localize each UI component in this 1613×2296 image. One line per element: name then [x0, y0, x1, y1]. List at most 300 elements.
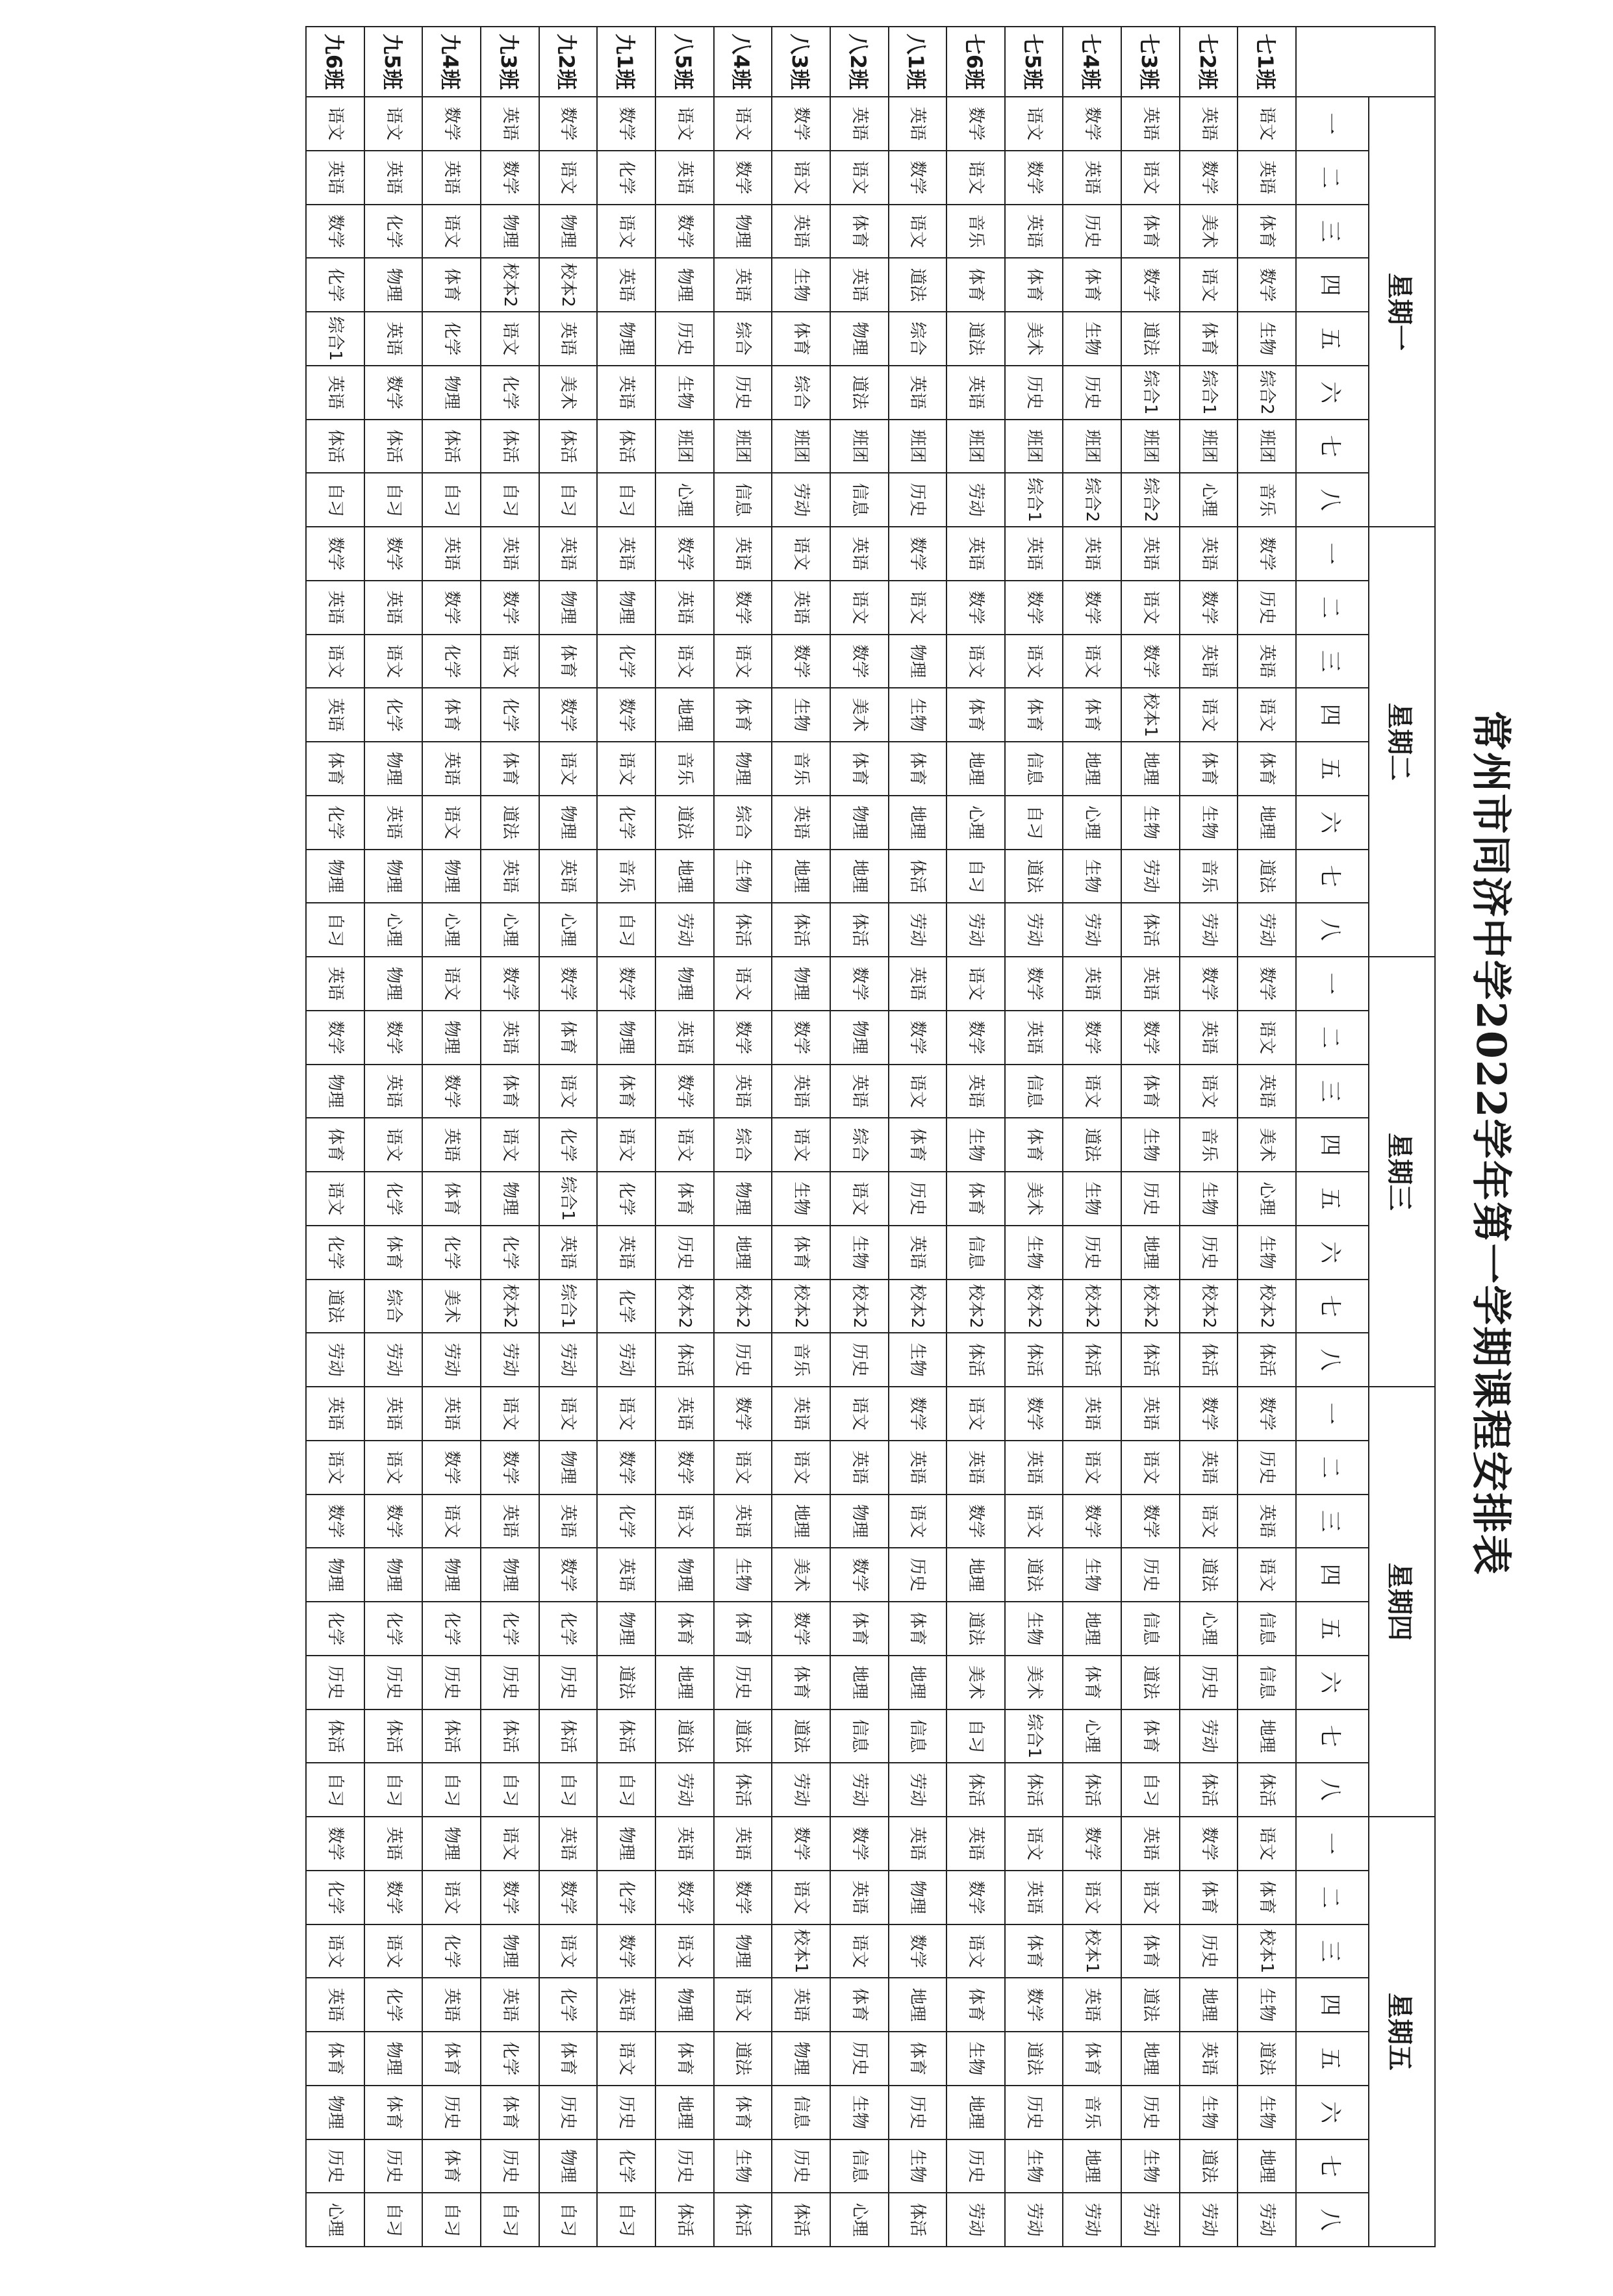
subject-label: 地理	[849, 859, 869, 893]
schedule-cell	[422, 903, 481, 957]
schedule-cell	[714, 312, 772, 366]
subject-label: 化学	[442, 1611, 462, 1646]
subject-label: 道法	[616, 1665, 637, 1700]
subject-label: 数学	[325, 1826, 345, 1861]
subject-label: 英语	[849, 1880, 869, 1915]
schedule-cell	[889, 635, 947, 688]
subject-label: 心理	[1199, 1611, 1219, 1646]
subject-label: 化学	[442, 1235, 462, 1270]
schedule-cell	[772, 742, 830, 796]
subject-label: 数学	[1199, 160, 1219, 195]
schedule-cell	[306, 1495, 364, 1548]
schedule-cell	[1180, 742, 1238, 796]
schedule-cell	[1005, 1871, 1063, 1924]
class-row	[1005, 27, 1063, 2247]
period-header: 七	[1296, 2139, 1369, 2193]
schedule-cell	[1238, 688, 1296, 742]
schedule-cell	[889, 1011, 947, 1065]
schedule-cell	[1180, 957, 1238, 1011]
schedule-cell	[364, 796, 423, 850]
schedule-cell	[422, 1226, 481, 1280]
class-row	[1121, 27, 1180, 2247]
subject-label: 物理	[733, 1181, 753, 1216]
schedule-cell	[655, 635, 714, 688]
subject-label: 综合1	[1140, 370, 1160, 415]
period-header: 二	[1296, 1871, 1369, 1924]
schedule-cell	[889, 688, 947, 742]
subject-label: 化学	[616, 1181, 637, 1216]
schedule-cell	[1180, 366, 1238, 420]
subject-label: 道法	[1024, 2041, 1044, 2076]
subject-label: 自习	[616, 913, 637, 947]
schedule-cell	[539, 312, 598, 366]
subject-label: 综合	[383, 1289, 403, 1323]
subject-label: 语文	[1082, 1450, 1102, 1485]
subject-label: 英语	[558, 536, 578, 571]
schedule-cell	[364, 742, 423, 796]
subject-label: 校本2	[849, 1283, 869, 1329]
subject-label: 语文	[1257, 1826, 1277, 1861]
schedule-cell	[714, 1226, 772, 1280]
subject-label: 自习	[383, 483, 403, 517]
schedule-cell	[714, 1817, 772, 1871]
schedule-cell	[364, 903, 423, 957]
schedule-cell	[597, 1280, 655, 1333]
schedule-cell	[597, 1656, 655, 1709]
subject-label: 历史	[733, 375, 753, 410]
subject-label: 数学	[791, 1611, 811, 1646]
subject-label: 数学	[733, 1020, 753, 1055]
subject-label: 体育	[674, 1181, 694, 1216]
schedule-cell	[946, 151, 1005, 205]
schedule-cell	[1005, 1011, 1063, 1065]
schedule-cell	[422, 366, 481, 420]
schedule-cell	[1121, 97, 1180, 151]
subject-label: 英语	[1024, 536, 1044, 571]
schedule-cell	[597, 796, 655, 850]
schedule-cell	[481, 1978, 539, 2032]
schedule-cell	[422, 1495, 481, 1548]
subject-label: 道法	[965, 1611, 985, 1646]
subject-label: 数学	[674, 1880, 694, 1915]
schedule-cell	[772, 1709, 830, 1763]
schedule-cell	[364, 366, 423, 420]
schedule-cell	[539, 151, 598, 205]
schedule-cell	[1180, 1602, 1238, 1656]
schedule-cell	[1180, 1656, 1238, 1709]
schedule-cell	[597, 1387, 655, 1441]
schedule-cell	[306, 205, 364, 259]
subject-label: 英语	[674, 1396, 694, 1431]
schedule-cell	[539, 688, 598, 742]
subject-label: 物理	[733, 751, 753, 786]
subject-label: 体育	[1082, 698, 1102, 732]
schedule-cell	[889, 2086, 947, 2139]
subject-label: 英语	[849, 268, 869, 302]
schedule-cell	[772, 2193, 830, 2247]
subject-label: 化学	[500, 698, 520, 732]
subject-label: 数学	[442, 590, 462, 625]
schedule-cell	[597, 2139, 655, 2193]
subject-label: 体活	[965, 1772, 985, 1807]
subject-label: 生物	[1257, 1235, 1277, 1270]
subject-label: 生物	[849, 1235, 869, 1270]
schedule-cell	[597, 1011, 655, 1065]
schedule-cell	[597, 1172, 655, 1226]
schedule-cell	[1005, 2139, 1063, 2193]
subject-label: 语文	[1082, 644, 1102, 678]
schedule-cell	[946, 850, 1005, 903]
schedule-cell	[481, 205, 539, 259]
schedule-cell	[772, 1280, 830, 1333]
schedule-cell	[481, 473, 539, 527]
schedule-cell	[830, 1602, 889, 1656]
schedule-cell	[1180, 1495, 1238, 1548]
subject-label: 英语	[616, 1235, 637, 1270]
schedule-cell	[1238, 1763, 1296, 1817]
schedule-cell	[422, 1172, 481, 1226]
schedule-cell	[946, 903, 1005, 957]
subject-label: 地理	[791, 1504, 811, 1538]
subject-label: 英语	[1199, 536, 1219, 571]
subject-label: 校本1	[1082, 1928, 1102, 1974]
subject-label: 英语	[1140, 1826, 1160, 1861]
subject-label: 语文	[500, 322, 520, 356]
subject-label: 英语	[442, 160, 462, 195]
schedule-cell	[1063, 1441, 1121, 1495]
schedule-cell	[1121, 2193, 1180, 2247]
subject-label: 道法	[908, 268, 928, 302]
schedule-cell	[1238, 2086, 1296, 2139]
schedule-cell	[481, 258, 539, 312]
subject-label: 道法	[1140, 1665, 1160, 1700]
schedule-cell	[946, 2032, 1005, 2086]
schedule-cell	[1238, 1656, 1296, 1709]
schedule-cell	[481, 1333, 539, 1387]
subject-label: 地理	[965, 1558, 985, 1592]
period-header: 二	[1296, 1011, 1369, 1065]
schedule-cell	[481, 1602, 539, 1656]
subject-label: 物理	[733, 1934, 753, 1968]
schedule-cell	[830, 205, 889, 259]
subject-label: 信息	[1140, 1611, 1160, 1646]
subject-label: 美术	[965, 1665, 985, 1700]
subject-label: 历史	[674, 322, 694, 356]
subject-label: 自习	[558, 483, 578, 517]
subject-label: 语文	[442, 1880, 462, 1915]
subject-label: 数学	[1199, 1396, 1219, 1431]
subject-label: 英语	[442, 1396, 462, 1431]
subject-label: 生物	[1257, 2095, 1277, 2130]
subject-label: 生物	[1024, 2149, 1044, 2183]
subject-label: 历史	[442, 2095, 462, 2130]
subject-label: 语文	[1082, 1074, 1102, 1108]
schedule-cell	[422, 1280, 481, 1333]
schedule-cell	[714, 1495, 772, 1548]
schedule-cell	[597, 151, 655, 205]
subject-label: 数学	[558, 107, 578, 141]
schedule-cell	[889, 527, 947, 581]
subject-label: 体活	[616, 429, 637, 463]
schedule-cell	[481, 2086, 539, 2139]
subject-label: 体育	[500, 2095, 520, 2130]
subject-label: 历史	[1199, 1665, 1219, 1700]
schedule-cell	[889, 312, 947, 366]
subject-label: 历史	[500, 1665, 520, 1700]
subject-label: 物理	[908, 1880, 928, 1915]
schedule-cell	[481, 1441, 539, 1495]
period-header: 五	[1296, 1602, 1369, 1656]
schedule-cell	[946, 1763, 1005, 1817]
schedule-cell	[889, 581, 947, 635]
schedule-cell	[830, 527, 889, 581]
subject-label: 英语	[442, 536, 462, 571]
subject-label: 化学	[616, 2149, 637, 2183]
subject-label: 地理	[965, 751, 985, 786]
schedule-cell	[481, 527, 539, 581]
subject-label: 体育	[733, 698, 753, 732]
subject-label: 物理	[558, 590, 578, 625]
schedule-cell	[946, 1280, 1005, 1333]
subject-label: 语文	[849, 1396, 869, 1431]
schedule-cell	[539, 258, 598, 312]
schedule-cell	[539, 1387, 598, 1441]
subject-label: 校本2	[908, 1283, 928, 1329]
schedule-cell	[889, 1924, 947, 1978]
schedule-cell	[422, 1871, 481, 1924]
subject-label: 英语	[1257, 1074, 1277, 1108]
subject-label: 体育	[1199, 322, 1219, 356]
subject-label: 历史	[849, 2041, 869, 2076]
schedule-cell	[1180, 258, 1238, 312]
subject-label: 历史	[733, 1343, 753, 1377]
schedule-cell	[539, 527, 598, 581]
schedule-cell	[1063, 1280, 1121, 1333]
schedule-cell	[364, 1924, 423, 1978]
schedule-cell	[946, 1333, 1005, 1387]
schedule-cell	[772, 1495, 830, 1548]
subject-label: 数学	[1082, 107, 1102, 141]
subject-label: 英语	[674, 1826, 694, 1861]
schedule-cell	[1063, 1924, 1121, 1978]
schedule-cell	[364, 1065, 423, 1118]
subject-label: 体活	[733, 913, 753, 947]
schedule-cell	[889, 473, 947, 527]
subject-label: 语文	[791, 1880, 811, 1915]
subject-label: 综合	[733, 805, 753, 840]
schedule-cell	[946, 1602, 1005, 1656]
schedule-cell	[1063, 1548, 1121, 1602]
subject-label: 英语	[500, 107, 520, 141]
subject-label: 数学	[1199, 590, 1219, 625]
schedule-cell	[481, 312, 539, 366]
subject-label: 语文	[849, 1181, 869, 1216]
subject-label: 综合1	[1024, 477, 1044, 522]
subject-label: 道法	[1257, 859, 1277, 893]
subject-label: 信息	[849, 483, 869, 517]
subject-label: 英语	[1199, 1020, 1219, 1055]
subject-label: 英语	[1024, 1450, 1044, 1485]
schedule-cell	[1063, 1817, 1121, 1871]
schedule-cell	[946, 957, 1005, 1011]
subject-label: 数学	[908, 536, 928, 571]
subject-label: 物理	[325, 2095, 345, 2130]
subject-label: 音乐	[1199, 1128, 1219, 1162]
schedule-cell	[889, 1172, 947, 1226]
schedule-cell	[306, 2193, 364, 2247]
subject-label: 音乐	[791, 1343, 811, 1377]
schedule-cell	[1063, 151, 1121, 205]
subject-label: 英语	[325, 966, 345, 1001]
subject-label: 物理	[383, 1558, 403, 1592]
schedule-cell	[772, 1387, 830, 1441]
schedule-cell	[422, 1387, 481, 1441]
schedule-cell	[772, 1226, 830, 1280]
schedule-cell	[597, 97, 655, 151]
schedule-cell	[1063, 1065, 1121, 1118]
subject-label: 体育	[325, 751, 345, 786]
schedule-cell	[1180, 1172, 1238, 1226]
schedule-cell	[422, 2139, 481, 2193]
schedule-cell	[1121, 2032, 1180, 2086]
subject-label: 道法	[1257, 2041, 1277, 2076]
period-header: 八	[1296, 903, 1369, 957]
period-header: 五	[1296, 312, 1369, 366]
subject-label: 体活	[791, 913, 811, 947]
period-header: 一	[1296, 97, 1369, 151]
schedule-cell	[1063, 1226, 1121, 1280]
period-header: 八	[1296, 1763, 1369, 1817]
schedule-cell	[1121, 1656, 1180, 1709]
schedule-cell	[364, 97, 423, 151]
subject-label: 校本1	[791, 1928, 811, 1974]
schedule-cell	[1005, 1333, 1063, 1387]
schedule-cell	[597, 1441, 655, 1495]
subject-label: 班团	[1024, 429, 1044, 463]
schedule-cell	[306, 1011, 364, 1065]
subject-label: 数学	[674, 214, 694, 248]
subject-label: 劳动	[1257, 2202, 1277, 2237]
schedule-cell	[1121, 151, 1180, 205]
subject-label: 语文	[849, 1934, 869, 1968]
schedule-cell	[539, 957, 598, 1011]
schedule-cell	[306, 1387, 364, 1441]
schedule-cell	[772, 2086, 830, 2139]
schedule-cell	[481, 2193, 539, 2247]
subject-label: 地理	[1082, 1611, 1102, 1646]
schedule-cell	[830, 1280, 889, 1333]
subject-label: 道法	[1140, 322, 1160, 356]
schedule-cell	[1121, 1871, 1180, 1924]
subject-label: 音乐	[791, 751, 811, 786]
subject-label: 自习	[558, 2202, 578, 2237]
schedule-cell	[1121, 258, 1180, 312]
subject-label: 地理	[674, 2095, 694, 2130]
subject-label: 英语	[616, 536, 637, 571]
subject-label: 英语	[383, 160, 403, 195]
subject-label: 数学	[1082, 590, 1102, 625]
schedule-cell	[655, 151, 714, 205]
schedule-cell	[1063, 1602, 1121, 1656]
day-header: 星期三	[1369, 957, 1435, 1387]
subject-label: 语文	[733, 1987, 753, 2022]
schedule-cell	[539, 1656, 598, 1709]
subject-label: 自习	[500, 2202, 520, 2237]
schedule-cell	[946, 1924, 1005, 1978]
subject-label: 化学	[616, 1504, 637, 1538]
subject-label: 地理	[791, 859, 811, 893]
schedule-cell	[1063, 850, 1121, 903]
schedule-cell	[1063, 1763, 1121, 1817]
schedule-cell	[422, 1065, 481, 1118]
schedule-cell	[1063, 742, 1121, 796]
subject-label: 英语	[908, 375, 928, 410]
schedule-cell	[1121, 581, 1180, 635]
schedule-cell	[306, 1978, 364, 2032]
schedule-cell	[1121, 1280, 1180, 1333]
schedule-cell	[772, 1978, 830, 2032]
schedule-cell	[422, 2032, 481, 2086]
subject-label: 劳动	[1199, 913, 1219, 947]
schedule-cell	[1238, 903, 1296, 957]
schedule-cell	[597, 1333, 655, 1387]
subject-label: 英语	[616, 268, 637, 302]
schedule-cell	[889, 1602, 947, 1656]
schedule-cell	[481, 742, 539, 796]
schedule-cell	[772, 581, 830, 635]
subject-label: 语文	[442, 966, 462, 1001]
schedule-cell	[481, 1387, 539, 1441]
subject-label: 数学	[558, 698, 578, 732]
day-header: 星期四	[1369, 1387, 1435, 1817]
schedule-cell	[714, 420, 772, 473]
subject-label: 地理	[908, 1665, 928, 1700]
subject-label: 自习	[325, 1772, 345, 1807]
subject-label: 历史	[908, 2095, 928, 2130]
subject-label: 体育	[558, 1020, 578, 1055]
schedule-cell	[481, 97, 539, 151]
schedule-cell	[1121, 1011, 1180, 1065]
subject-label: 化学	[325, 1235, 345, 1270]
subject-label: 信息	[1257, 1665, 1277, 1700]
subject-label: 体育	[1140, 1074, 1160, 1108]
class-name: 八2班	[830, 27, 889, 97]
subject-label: 化学	[383, 698, 403, 732]
schedule-table	[305, 26, 1436, 2247]
schedule-cell	[597, 366, 655, 420]
schedule-cell	[1121, 1172, 1180, 1226]
subject-label: 音乐	[674, 751, 694, 786]
subject-label: 物理	[383, 268, 403, 302]
subject-label: 数学	[500, 1450, 520, 1485]
schedule-cell	[655, 366, 714, 420]
subject-label: 数学	[383, 1504, 403, 1538]
schedule-cell	[830, 1495, 889, 1548]
schedule-cell	[889, 2193, 947, 2247]
subject-label: 语文	[558, 1934, 578, 1968]
schedule-cell	[1238, 1065, 1296, 1118]
subject-label: 体活	[1082, 1343, 1102, 1377]
schedule-cell	[655, 1495, 714, 1548]
subject-label: 英语	[908, 1826, 928, 1861]
schedule-cell	[772, 420, 830, 473]
schedule-cell	[1238, 796, 1296, 850]
subject-label: 生物	[908, 698, 928, 732]
schedule-cell	[422, 312, 481, 366]
schedule-cell	[364, 1118, 423, 1172]
schedule-cell	[597, 1118, 655, 1172]
schedule-cell	[655, 1333, 714, 1387]
